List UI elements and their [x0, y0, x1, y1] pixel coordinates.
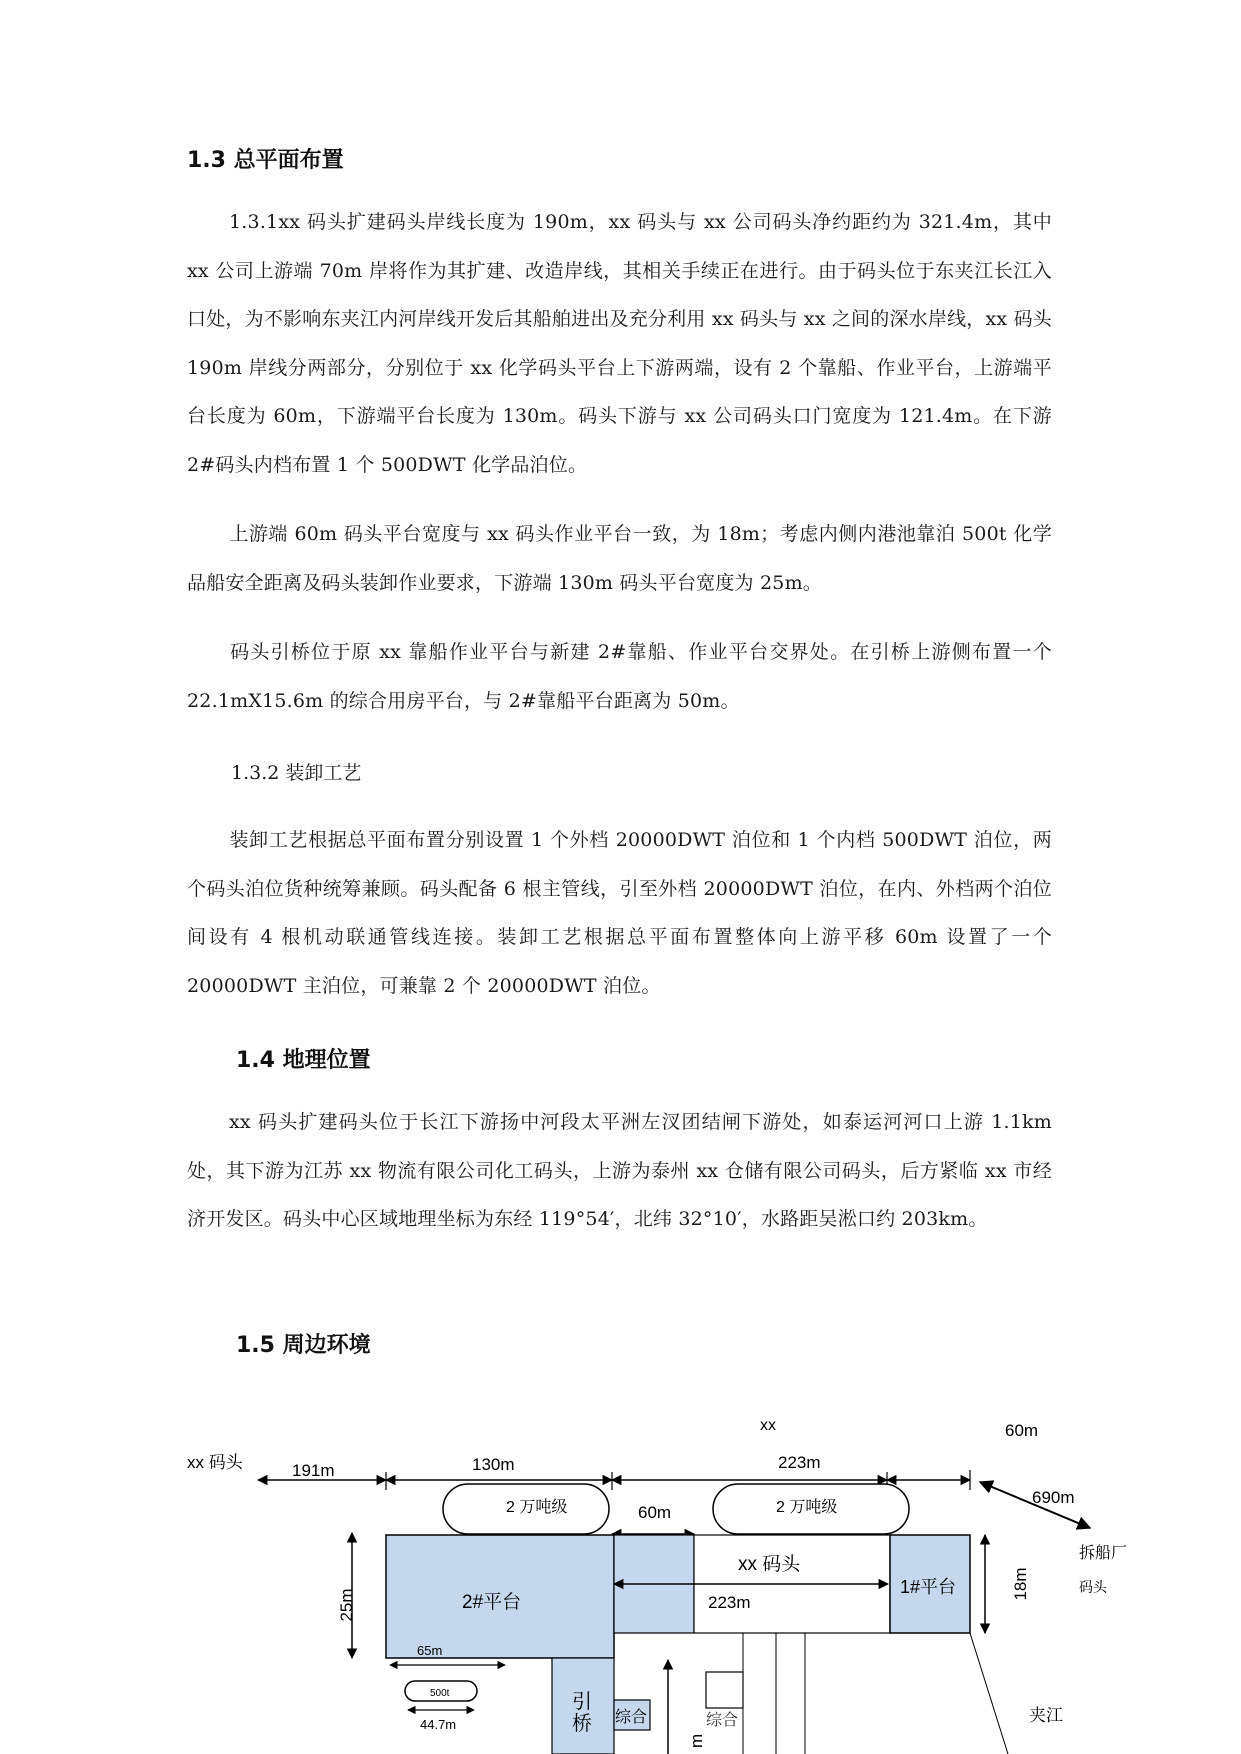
label-xx-dock-left: xx 码头	[187, 1453, 243, 1472]
label-ship-1: 2 万吨级	[506, 1499, 568, 1516]
label-ship-2: 2 万吨级	[776, 1499, 838, 1516]
label-223m-top: 223m	[778, 1453, 821, 1472]
section-1-3-paragraph-2	[187, 510, 1052, 607]
label-191m: 191m	[292, 1461, 335, 1480]
surroundings-diagram	[0, 1400, 1241, 1754]
label-service-2: 综合	[706, 1712, 739, 1729]
label-60m-mid: 60m	[638, 1503, 672, 1522]
paragraph-text: 装卸工艺根据总平面布置分别设置 1 个外档 20000DWT 泊位和 1 个内档 500DWT 泊位，两个码头泊位货种统筹兼顾。码头配备 6 根主管线，引至外档 20000DWT 泊位，在内、外档两个泊位间设有 4 根机动联通管线连接。装卸工艺根据总平面布置整体向上游平移 60m 设置了一个 20000DWT 主泊位，可兼靠 2 个 20000DWT 泊位。	[187, 829, 1052, 997]
label-bridge-2: 桥	[572, 1713, 592, 1735]
label-xx-dock-mid: xx 码头	[738, 1554, 801, 1575]
label-shipbreaking-yard: 拆船厂	[1079, 1545, 1128, 1562]
label-223m-mid: 223m	[708, 1593, 751, 1612]
section-1-4-title: 1.4 地理位置	[236, 1048, 371, 1073]
label-jiajiang: 夹江	[1029, 1706, 1063, 1725]
label-platform-1: 1#平台	[900, 1577, 957, 1597]
paragraph-text: 上游端 60m 码头平台宽度与 xx 码头作业平台一致，为 18m；考虑内侧内港池靠泊 500t 化学品船安全距离及码头装卸作业要求，下游端 130m 码头平台宽度为 25m。	[187, 523, 1052, 594]
section-1-3-2-paragraph	[187, 816, 1052, 1010]
label-platform-2: 2#平台	[462, 1592, 522, 1613]
label-xx-top: xx	[760, 1417, 776, 1434]
label-60m-top: 60m	[1005, 1421, 1039, 1440]
label-130m: 130m	[472, 1455, 515, 1474]
label-service-1: 综合	[615, 1709, 648, 1726]
label-bridge-1: 引	[572, 1691, 592, 1713]
label-500t: 500t	[430, 1688, 450, 1699]
label-m-bottom: m	[687, 1733, 706, 1748]
paragraph-text: 1.3.1xx 码头扩建码头岸线长度为 190m，xx 码头与 xx 公司码头净约距约为 321.4m，其中 xx 公司上游端 70m 岸将作为其扩建、改造岸线，其相关手续正在进行。由于码头位于东夹江长江入口处，为不影响东夹江内河岸线开发后其船舶进出及充分利用 xx 码头与 xx 之间的深水岸线，xx 码头 190m 岸线分两部分，分别位于 xx 化学码头平台上下游两端，设有 2 个靠船、作业平台，上游端平台长度为 60m，下游端平台长度为 130m。码头下游与 xx 公司码头口门宽度为 121.4m。在下游 2#码头内档布置 1 个 500DWT 化学品泊位。	[187, 211, 1052, 476]
riverbank-line	[970, 1633, 1008, 1754]
label-18m: 18m	[1011, 1567, 1030, 1601]
paragraph-text: xx 码头扩建码头位于长江下游扬中河段太平洲左汊团结闸下游处，如泰运河河口上游 1.1km 处，其下游为江苏 xx 物流有限公司化工码头，上游为泰州 xx 仓储有限公司码头，后方紧临 xx 市经济开发区。码头中心区域地理坐标为东经 119°54′，北纬 32°10′，水路距吴淞口约 203km。	[187, 1111, 1052, 1230]
service-building-2	[706, 1672, 743, 1708]
label-690m: 690m	[1032, 1488, 1075, 1507]
paragraph-text: 码头引桥位于原 xx 靠船作业平台与新建 2#靠船、作业平台交界处。在引桥上游侧布置一个 22.1mX15.6m 的综合用房平台，与 2#靠船平台距离为 50m。	[187, 641, 1052, 712]
label-shipbreaking-dock: 码头	[1079, 1579, 1107, 1595]
section-1-4-paragraph	[187, 1098, 1052, 1244]
label-25m: 25m	[337, 1588, 356, 1622]
label-44-7m: 44.7m	[420, 1717, 457, 1732]
section-1-5-title: 1.5 周边环境	[236, 1333, 371, 1358]
section-1-3-paragraph-3	[187, 628, 1052, 725]
section-1-3-paragraph-1	[187, 198, 1052, 489]
section-1-3-title: 1.3 总平面布置	[187, 148, 344, 173]
section-1-3-2-title: 1.3.2 装卸工艺	[231, 762, 362, 784]
label-65m: 65m	[417, 1643, 443, 1658]
